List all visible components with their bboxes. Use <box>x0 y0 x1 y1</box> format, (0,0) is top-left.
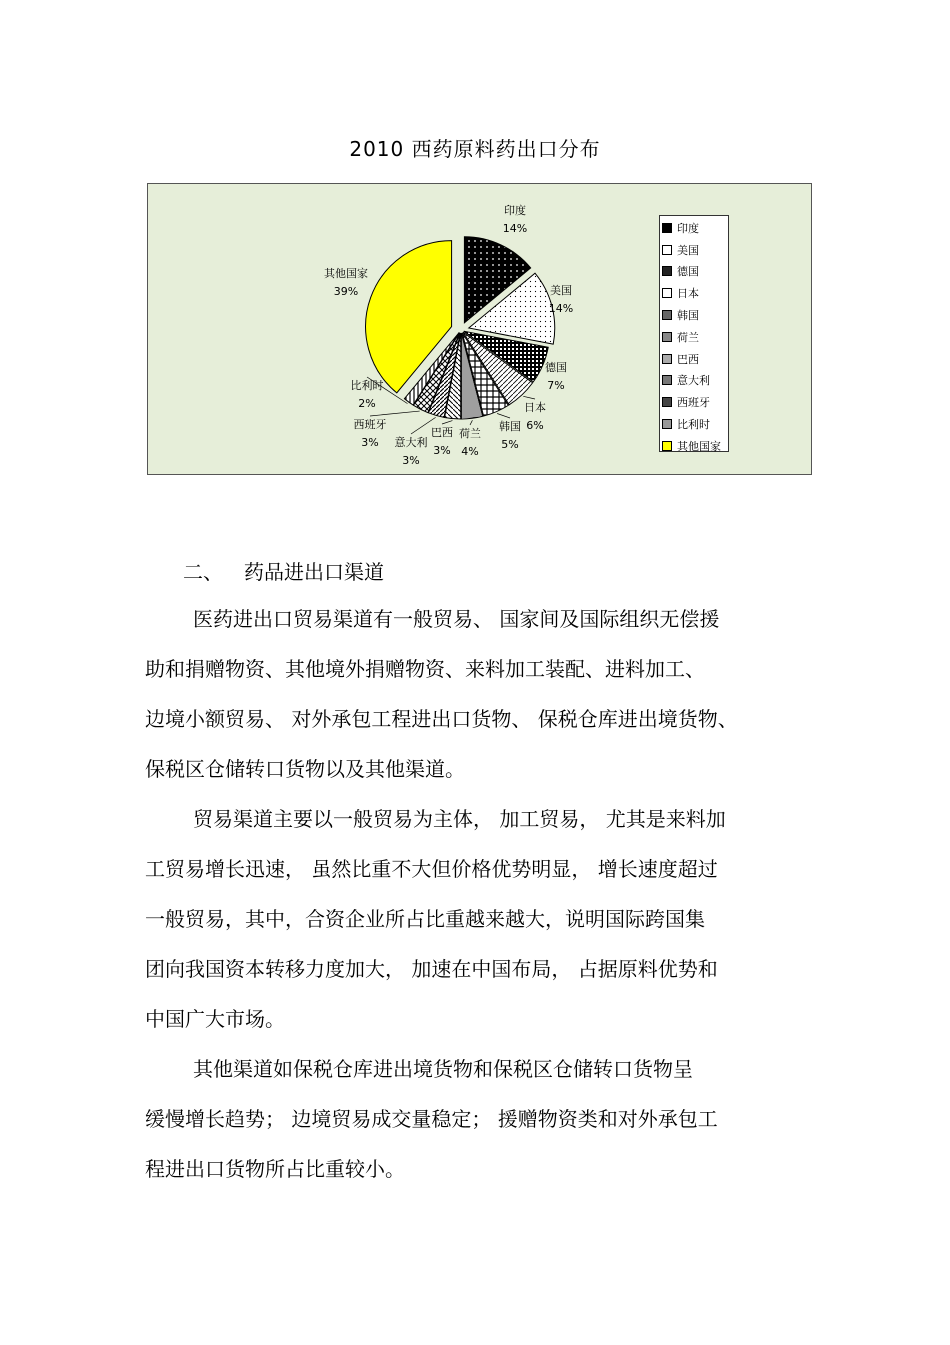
leader-line-5 <box>497 414 510 418</box>
slice-category-label: 西班牙 <box>353 418 387 431</box>
slice-value-label: 6% <box>526 419 544 432</box>
slice-category-label: 意大利 <box>394 436 428 449</box>
section-heading <box>183 556 384 585</box>
legend-label: 德国 <box>677 265 699 279</box>
legend-swatch <box>662 332 672 342</box>
legend-swatch <box>662 419 672 429</box>
legend-label: 日本 <box>677 287 699 301</box>
legend-item <box>662 391 728 413</box>
leader-line-9 <box>370 411 420 416</box>
slice-value-label: 3% <box>361 436 379 449</box>
legend-label: 美国 <box>677 243 699 257</box>
legend-swatch <box>662 310 672 320</box>
legend-label: 韩国 <box>677 309 699 323</box>
paragraph-line: 贸易渠道主要以一般贸易为主体， 加工贸易， 尤其是来料加 <box>193 807 726 831</box>
paragraph-line: 一般贸易，其中，合资企业所占比重越来越大，说明国际跨国集 <box>145 907 705 931</box>
slice-value-label: 3% <box>433 444 451 457</box>
legend-item <box>662 348 728 370</box>
legend-item <box>662 239 728 261</box>
legend-label: 印度 <box>677 221 699 235</box>
legend-label: 西班牙 <box>677 396 710 410</box>
slice-value-label: 14% <box>502 222 528 235</box>
paragraph-line: 医药进出口贸易渠道有一般贸易、 国家间及国际组织无偿援 <box>193 607 720 631</box>
legend-label: 巴西 <box>677 352 699 366</box>
paragraph-line: 缓慢增长趋势； 边境贸易成交量稳定； 援赠物资类和对外承包工 <box>145 1107 718 1131</box>
section-title: 药品进出口渠道 <box>244 560 384 584</box>
legend-swatch <box>662 354 672 364</box>
slice-category-label: 荷兰 <box>459 427 481 440</box>
slice-value-label: 5% <box>501 438 519 451</box>
paragraph-line: 程进出口货物所占比重较小。 <box>145 1157 405 1181</box>
legend-item <box>662 435 728 457</box>
slice-category-label: 比利时 <box>350 379 384 392</box>
slice-value-label: 2% <box>358 397 376 410</box>
chart-legend <box>659 215 729 452</box>
slice-category-label: 德国 <box>545 361 567 374</box>
legend-swatch <box>662 441 672 451</box>
pie-chart <box>147 183 812 475</box>
slice-value-label: 7% <box>547 379 565 392</box>
paragraph-line: 中国广大市场。 <box>145 1007 285 1031</box>
slice-value-label: 3% <box>402 454 420 467</box>
paragraph-line: 助和捐赠物资、其他境外捐赠物资、来料加工装配、进料加工、 <box>145 657 705 681</box>
legend-item <box>662 370 728 392</box>
legend-swatch <box>662 397 672 407</box>
legend-swatch <box>662 266 672 276</box>
section-number: 二、 <box>183 560 223 584</box>
leader-line-6 <box>470 420 472 425</box>
slice-category-label: 其他国家 <box>324 267 368 280</box>
slice-value-label: 14% <box>548 302 574 315</box>
slice-category-label: 美国 <box>550 284 572 297</box>
legend-label: 其他国家 <box>677 439 721 453</box>
chart-title: 2010 西药原料药出口分布 <box>349 137 601 161</box>
paragraph-line: 边境小额贸易、 对外承包工程进出口货物、 保税仓库进出境货物、 <box>145 707 738 731</box>
paragraph-line: 其他渠道如保税仓库进出境货物和保税区仓储转口货物呈 <box>193 1057 693 1081</box>
legend-label: 比利时 <box>677 418 710 432</box>
slice-category-label: 印度 <box>504 204 526 217</box>
slice-value-label: 39% <box>333 285 359 298</box>
slice-category-label: 巴西 <box>431 426 453 439</box>
legend-item <box>662 217 728 239</box>
legend-swatch <box>662 375 672 385</box>
legend-item <box>662 261 728 283</box>
legend-swatch <box>662 288 672 298</box>
legend-item <box>662 326 728 348</box>
legend-item <box>662 413 728 435</box>
legend-swatch <box>662 223 672 233</box>
slice-value-label: 4% <box>461 445 479 458</box>
legend-label: 荷兰 <box>677 330 699 344</box>
leader-line-4 <box>523 396 535 399</box>
legend-item <box>662 282 728 304</box>
slice-category-label: 日本 <box>524 401 546 414</box>
legend-label: 意大利 <box>677 374 710 388</box>
paragraph-1 <box>145 594 805 794</box>
legend-swatch <box>662 245 672 255</box>
legend-item <box>662 304 728 326</box>
paragraph-3 <box>145 1044 805 1194</box>
leader-line-7 <box>442 421 452 424</box>
slice-category-label: 韩国 <box>499 420 521 433</box>
paragraph-2 <box>145 794 805 1044</box>
paragraph-line: 保税区仓储转口货物以及其他渠道。 <box>145 757 465 781</box>
pie-slices <box>366 237 555 419</box>
paragraph-line: 工贸易增长迅速， 虽然比重不大但价格优势明显， 增长速度超过 <box>145 857 718 881</box>
paragraph-line: 团向我国资本转移力度加大， 加速在中国布局， 占据原料优势和 <box>145 957 718 981</box>
